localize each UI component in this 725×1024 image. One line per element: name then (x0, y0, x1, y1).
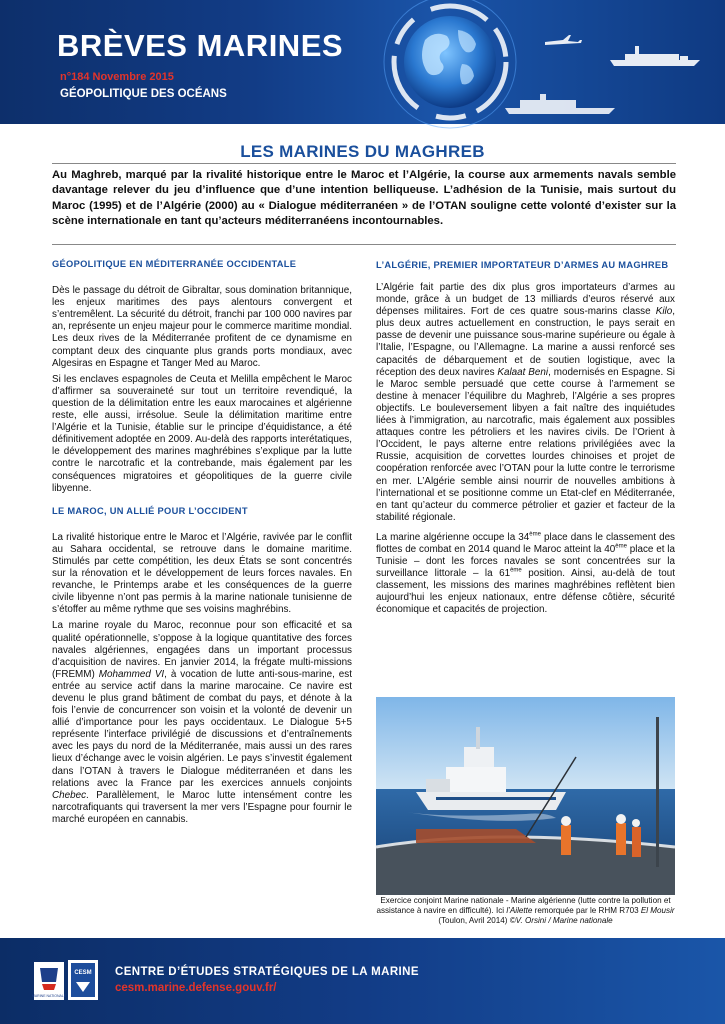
ship-name: Kalaat Beni (497, 366, 549, 378)
cesm-logo (68, 960, 98, 1000)
paragraph: La rivalité historique entre le Maroc et l’Algérie, ravivée par le conflit au Sahara occidental, se retrouve dans le domaine maritime. Stimulés par cette compétition, les deux États se sont concentrés sur la rénovation et le développement de leurs forces navales. En revanche, le Printemps arabe et les conséquences de la guerre civile libyenne n’ont pas permis à la marine nationale tunisienne de s’étoffer au même rythme que ses voisins maghrébins. (52, 531, 352, 616)
exercise-name: Chebec (52, 789, 87, 801)
article-title: LES MARINES DU MAGHREB (240, 142, 485, 161)
submarine-class: Kilo (655, 306, 673, 318)
photo-caption: Exercice conjoint Marine nationale - Marine algérienne (lutte contre la pollution et assistance à navire en difficulté). Ici l’Ailette remorquée par le RHM R703 El Mousir (Toulon, Avril 2014) ©V. Orsini / Marine nationale (376, 896, 675, 926)
divider (52, 163, 676, 164)
left-column (52, 258, 352, 830)
paragraph: La marine royale du Maroc, reconnue pour son efficacité et sa qualité opérationnelle, s’oppose à la logique quantitative des forces navales algériennes, engagées dans un important processus d’acquisition de navires. En janvier 2014, la frégate multi-missions (FREMM) Mohammed VI, à vocation de lutte anti-sous-marine, est entrée au service actif dans la marine marocaine. Ce navire est devenu le plus grand bâtiment de combat du pays, et dénote à la fois l’envie de concurrencer son voisin et la volonté de devenir un allié d’importance pour les pays occidentaux. Le Dialogue 5+5 représente l’interface privilégié de discussions et d’entraînements avec les pays du nord de la Méditerranée, mais aussi un des rares lieux d’échange avec le voisin algérien. Le pays s’investit également dans l’OTAN à travers le Dialogue méditerranéen et dans les relations avec la France par les exercices annuels conjoints Chebec. Parallèlement, le Maroc lutte intensément contre les narcotrafiquants qui traversent la mer vers l’Espagne pour fournir le marché européen en cannabis. (52, 620, 352, 825)
globe-illustration (370, 0, 725, 124)
marine-nationale-logo (31, 962, 67, 1000)
issue-number: n°184 Novembre 2015 (60, 71, 174, 83)
cesm-logo-text: CESM (74, 970, 92, 976)
divider (52, 244, 676, 245)
article-lead: Au Maghreb, marqué par la rivalité historique entre le Maroc et l’Algérie, la course aux armements navals semble davantage relever du jeu d’influence que d’une intention belliqueuse. L’adhésion de la Tunisie, mais surtout du Maroc (1995) et de l’Algérie (2000) au « Dialogue méditerranéen » de l’OTAN souligne cette volonté d’exister sur la scène internationale en tant qu’acteurs méditerranéens incontournables. (52, 169, 676, 227)
section-heading: LE MAROC, UN ALLIÉ POUR L’OCCIDENT (52, 505, 248, 516)
website-link[interactable]: cesm.marine.defense.gouv.fr/ (115, 982, 277, 994)
marine-nationale-logo-text: MARINE NATIONALE (31, 994, 67, 998)
ship-name: Mohammed VI (98, 668, 165, 680)
paragraph: La marine algérienne occupe la 34ème place dans le classement des flottes de combat en 2014 quand le Maroc atteint la 40ème place et la Tunisie – dont les forces navales se sont concentrées sur la surveillance littorale – la 61ème position. Ainsi, au-delà de tout classement, les missions des marines maghrébines reflètent bien aujourd’hui les enjeux nationaux, entre défense côtière, sécurité économique et capacités de projection. (376, 531, 675, 616)
publication-subtitle: GÉOPOLITIQUE DES OCÉANS (60, 88, 227, 100)
naval-exercise-photo (376, 697, 675, 895)
paragraph: Si les enclaves espagnoles de Ceuta et Melilla empêchent le Maroc d’affirmer sa souveraineté sur tout un territoire revendiqué, la question de la délimitation entre les eaux marocaines et algérienne reste, elle aussi, irrésolue. Seule la délimitation maritime entre l’Algérie et la Tunisie, établie sur le principe d’équidistance, a été définitivement adoptée en 2009. Au-delà des rapports interétatiques, le développement des marines maghrébines s’explique par la lutte contre le narcotrafic et la contrebande, mais également par les conséquences migratoires et géopolitiques de la guerre civile libyenne. (52, 373, 352, 494)
section-heading: GÉOPOLITIQUE EN MÉDITERRANÉE OCCIDENTALE (52, 259, 297, 269)
paragraph: Dès le passage du détroit de Gibraltar, sous domination britannique, les enjeux maritimes des pays alentours convergent et s’entremêlent. La sécurité du détroit, franchi par 100 000 navires par an, représente un enjeu majeur pour le commerce maritime mondial. Les deux rives de la Méditerranée profitent de ce dynamisme en comptant deux des cinquante plus grands ports mondiaux, avec Algesiras en Espagne et Tanger Med au Maroc. (52, 285, 352, 369)
header-banner (0, 0, 725, 124)
footer-banner (0, 938, 725, 1024)
organization-name: CENTRE D’ÉTUDES STRATÉGIQUES DE LA MARINE (115, 966, 419, 978)
section-heading: L’ALGÉRIE, PREMIER IMPORTATEUR D’ARMES AU MAGHREB (376, 260, 669, 270)
right-column (376, 258, 675, 621)
publication-title: BRÈVES MARINES (57, 28, 344, 63)
photo-credit: ©V. Orsini / Marine nationale (509, 916, 613, 926)
paragraph: L’Algérie fait partie des dix plus gros importateurs d’armes au monde, grâce à un budget de 13 milliards d’euros réservé aux dépenses militaires. Fort de ces quatre sous-marins classe Kilo, plus deux autres actuellement en construction, le pays serait en passe de devenir une puissance sous-marine supérieure ou égale à l’Italie, l’Espagne, ou l’Allemagne. La marine a aussi renforcé ses capacités de débarquement et de soutien logistique, avec la réception des deux navires Kalaat Beni, modernisés en Espagne. Si le Maroc semble persuadé que cette course à l’armement se destine à menacer l’équilibre du Maghreb, l’Algérie a ses propres objectifs. Le bouleversement libyen a fait naître des inquiétudes liées à l’immigration, au narcotrafic, mais également aux possibles attaques contre les pétroliers et les navires civils. De l’Orient à l’Occident, le pays alterne entre relations privilégiées avec la Russie, acquisition de corvettes lourdes chinoises et projet de coopération renforcée avec l’OTAN pour la lutte contre le terrorisme en mer. L’Algérie semble ainsi nourrir de nouvelles ambitions à l’international et se positionne comme un Etat-clef en Méditerranée, en tant qu’acteur du commerce pétrolier et gazier et facteur de la stabilité régionale. (376, 282, 675, 523)
